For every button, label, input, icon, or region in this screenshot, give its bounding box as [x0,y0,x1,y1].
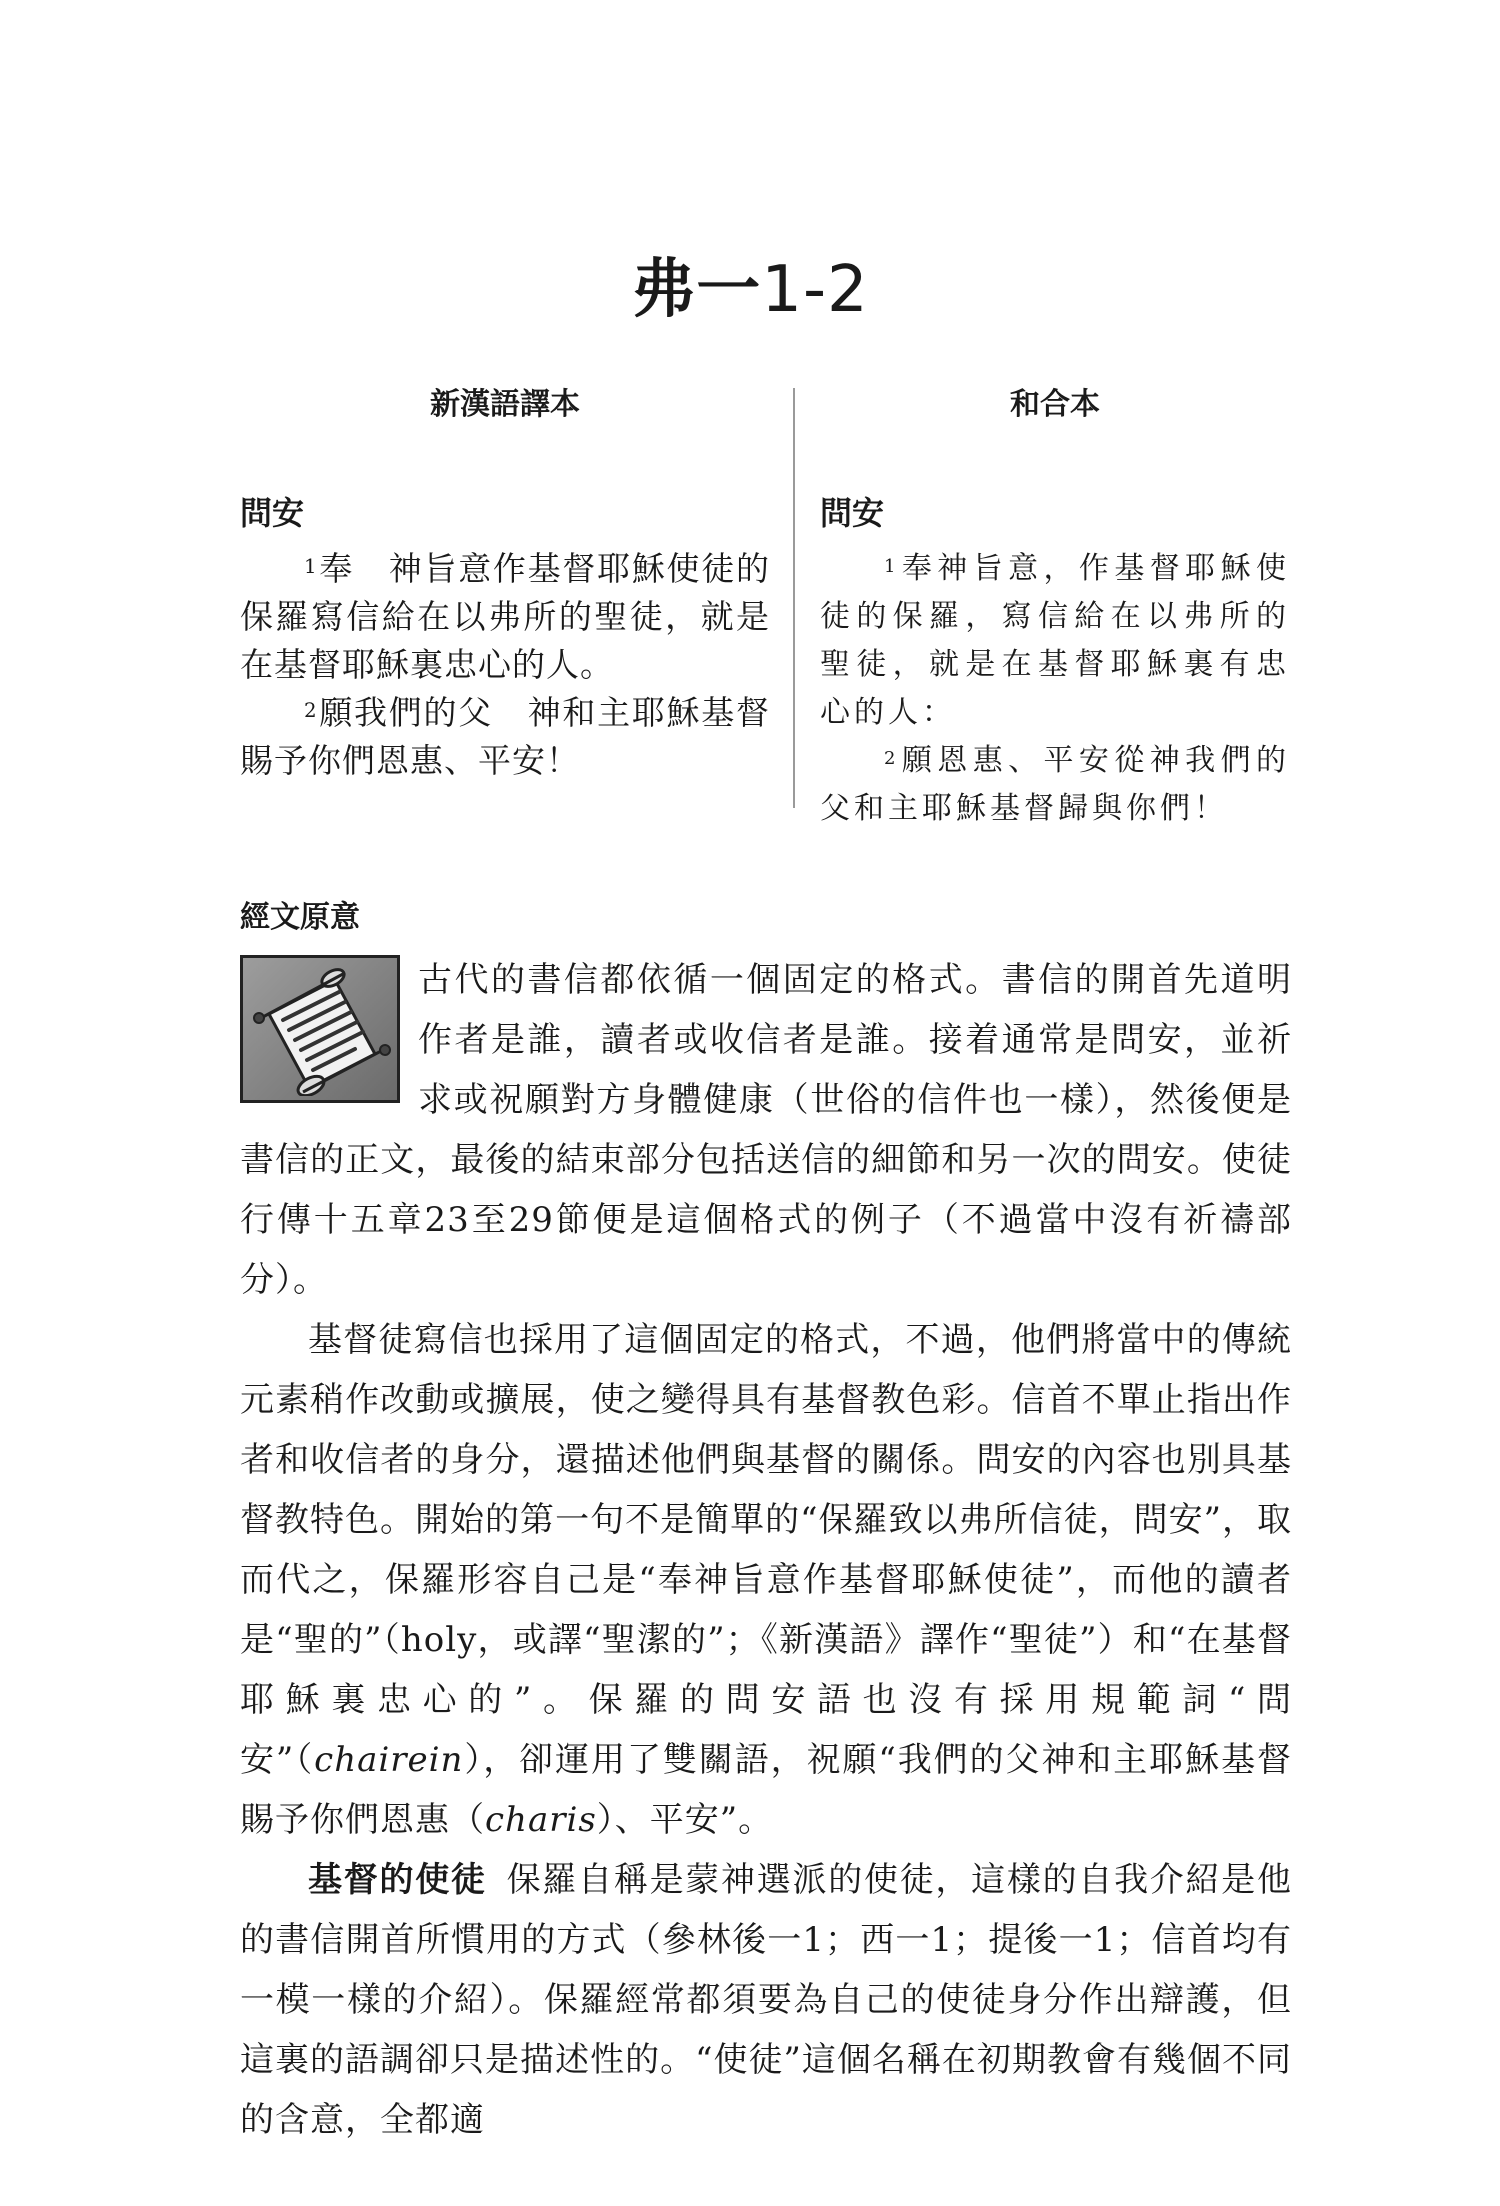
commentary-heading: 經文原意 [240,900,360,935]
paragraph-3-text: 保羅自稱是蒙神選派的使徒，這樣的自我介紹是他的書信開首所慣用的方式（參林後一1；西一1；提後一1；信首均有一模一樣的介紹）。保羅經常都須要為自己的使徒身分作出辯護，但這裏的語調卻只是描述性的。“使徒”這個名稱在初期教會有幾個不同的含意，全都適 [240,1860,1293,2140]
greek-term-charis: charis [485,1800,597,1840]
commentary-paragraph-1: 古代的書信都依循一個固定的格式。書信的開首先道明作者是誰，讀者或收信者是誰。接着通常是問安，並祈求或祝願對方身體健康（世俗的信件也一樣），然後便是書信的正文，最後的結束部分包括送信的細節和另一次的問安。使徒行傳十五章23至29節便是這個格式的例子（不過當中沒有祈禱部分）。 [240,960,1292,1300]
verse-number: 2 [884,748,900,769]
right-verse-2 [820,737,1290,833]
left-translation-column [240,385,770,785]
verse-number: 1 [304,555,318,578]
right-column-heading: 和合本 [1010,387,1100,422]
verse-range: 1-2 [761,253,869,327]
left-section-heading: 問安 [240,494,305,532]
verse-text: 奉 神旨意作基督耶穌使徒的保羅寫信給在以弗所的聖徒，就是在基督耶穌裏忠心的人。 [240,549,770,684]
left-verse-1 [240,545,770,689]
verse-text: 奉神旨意，作基督耶穌使徒的保羅，寫信給在以弗所的聖徒，就是在基督耶穌裏有忠心的人： [820,551,1290,730]
paragraph-2-text-a: 基督徒寫信也採用了這個固定的格式，不過，他們將當中的傳統元素稍作改動或擴展，使之變得具有基督教色彩。信首不單止指出作者和收信者的身分，還描述他們與基督的關係。問安的內容也別具基督教特色。開始的第一句不是簡單的“保羅致以弗所信徒，問安”，取而代之，保羅形容自己是“奉神旨意作基督耶穌使徒”，而他的讀者是“聖的”（holy，或譯“聖潔的”；《新漢語》譯作“聖徒”）和“在基督耶穌裏忠心的”。保羅的問安語也沒有採用規範詞“問安”（ [240,1320,1292,1780]
commentary-paragraph-2 [240,1310,1292,1850]
right-section-heading: 問安 [820,494,885,532]
verse-text: 願恩惠、平安從神我們的父和主耶穌基督歸與你們！ [820,743,1290,826]
paragraph-2-text-b: ），卻運用了雙關語，祝願“我們的父神和主耶穌基督賜予你們恩惠（ [240,1740,1292,1840]
paragraph-2-text-c: ）、平安”。 [596,1800,774,1840]
left-verse-2 [240,689,770,785]
page-title [0,250,1500,330]
book-name: 弗一 [631,253,762,327]
column-divider [793,388,795,808]
verse-number: 2 [304,699,318,722]
verse-text: 願我們的父 神和主耶穌基督賜予你們恩惠、平安！ [240,693,770,780]
paragraph-3-lead: 基督的使徒 [308,1860,487,1900]
verse-number: 1 [884,556,900,577]
commentary-paragraph-3 [240,1850,1292,2150]
greek-term-chairein: chairein [314,1740,464,1780]
commentary-body [240,950,1292,2150]
right-translation-column [820,385,1290,833]
scroll-icon [240,955,400,1103]
right-verse-1 [820,545,1290,737]
left-column-heading: 新漢語譯本 [430,387,580,422]
